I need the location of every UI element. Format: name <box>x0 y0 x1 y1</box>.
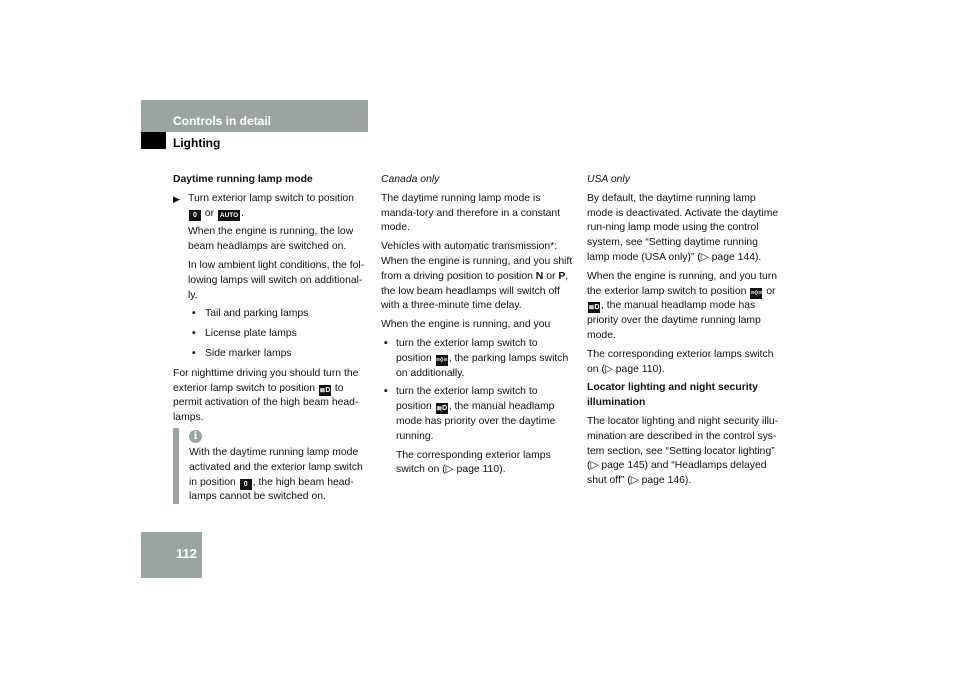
paragraph: In low ambient light conditions, the fol-lowing lamps will switch on additional-ly. <box>188 259 365 301</box>
switch-position-zero-icon: 0 <box>240 479 252 490</box>
paragraph: When the engine is running, and you turn the exterior lamp switch to position ≡◊≡ or ≣D , the manual headlamp mode has priority over the daytime running lamp mode. <box>587 270 778 341</box>
headlamp-switch-icon: ≣D <box>436 405 448 413</box>
switch-position-zero-icon: 0 <box>189 210 201 221</box>
section-title: Controls in detail <box>173 114 272 128</box>
instruction-step: ▶ Turn exterior lamp switch to position 0 or AUTO . <box>173 192 354 219</box>
header-marker <box>141 132 166 149</box>
paragraph: By default, the daytime running lamp mode is deactivated. Activate the daytime run-ning lamp mode using the control system, see “Setting daytime running lamp mode (USA only)” (▷ page 144). <box>587 192 779 263</box>
note-text: With the daytime running lamp mode activated and the exterior lamp switch in position 0 , the high beam head-lamps cannot be switched on. <box>189 447 363 503</box>
heading-usa-only: USA only <box>587 174 630 185</box>
list-item: • turn the exterior lamp switch to position ≣D , the manual headlamp mode has priority over the daytime running. <box>384 386 556 442</box>
headlamp-switch-icon: ≣D <box>588 304 600 312</box>
heading-daytime-running: Daytime running lamp mode <box>173 174 313 185</box>
list-item: • License plate lamps <box>192 328 297 340</box>
switch-position-auto-icon: AUTO <box>219 211 239 219</box>
list-item: • Side marker lamps <box>192 347 292 359</box>
headlamp-switch-icon: ≣D <box>319 386 331 394</box>
parking-lamp-icon: ≡◊≡ <box>750 289 763 297</box>
subsection-title: Lighting <box>173 136 221 150</box>
paragraph: When the engine is running, the low beam headlamps are switched on. <box>188 226 354 253</box>
paragraph: Vehicles with automatic transmission*: When the engine is running, and you shift from a driving position to position N or P, the low beam headlamps will switch off with a three-minute time delay. <box>381 241 573 312</box>
paragraph: For nighttime driving you should turn the exterior lamp switch to position ≣D to permit activation of the high beam head-lamps. <box>173 367 359 424</box>
heading-canada-only: Canada only <box>381 174 440 185</box>
list-item: • Tail and parking lamps <box>192 308 309 320</box>
info-note <box>173 428 373 504</box>
page-number: 112 <box>176 546 197 561</box>
paragraph: The daytime running lamp mode is manda-tory and therefore in a constant mode. <box>381 192 561 234</box>
triangle-right-icon: ▶ <box>173 193 180 204</box>
paragraph: The corresponding exterior lamps switch on (▷ page 110). <box>396 449 551 476</box>
column-1 <box>173 173 368 430</box>
paragraph: The locator lighting and night security illu-mination are described in the control sys-tem section, see “Setting locator lighting” (▷ page 145) and “Headlamps delayed shut off” (▷ page 146). <box>587 415 779 487</box>
info-icon: i <box>189 430 202 443</box>
paragraph: When the engine is running, and you <box>381 319 551 331</box>
note-rule <box>173 428 179 504</box>
paragraph: The corresponding exterior lamps switch on (▷ page 110). <box>587 348 774 375</box>
heading-locator-lighting: Locator lighting and night security illumination <box>587 382 758 409</box>
list-item: • turn the exterior lamp switch to position ≡◊≡, the parking lamps switch on additionally. <box>384 337 569 379</box>
column-2 <box>381 173 576 482</box>
parking-lamp-icon: ≡◊≡ <box>435 356 448 364</box>
column-3 <box>587 173 782 493</box>
